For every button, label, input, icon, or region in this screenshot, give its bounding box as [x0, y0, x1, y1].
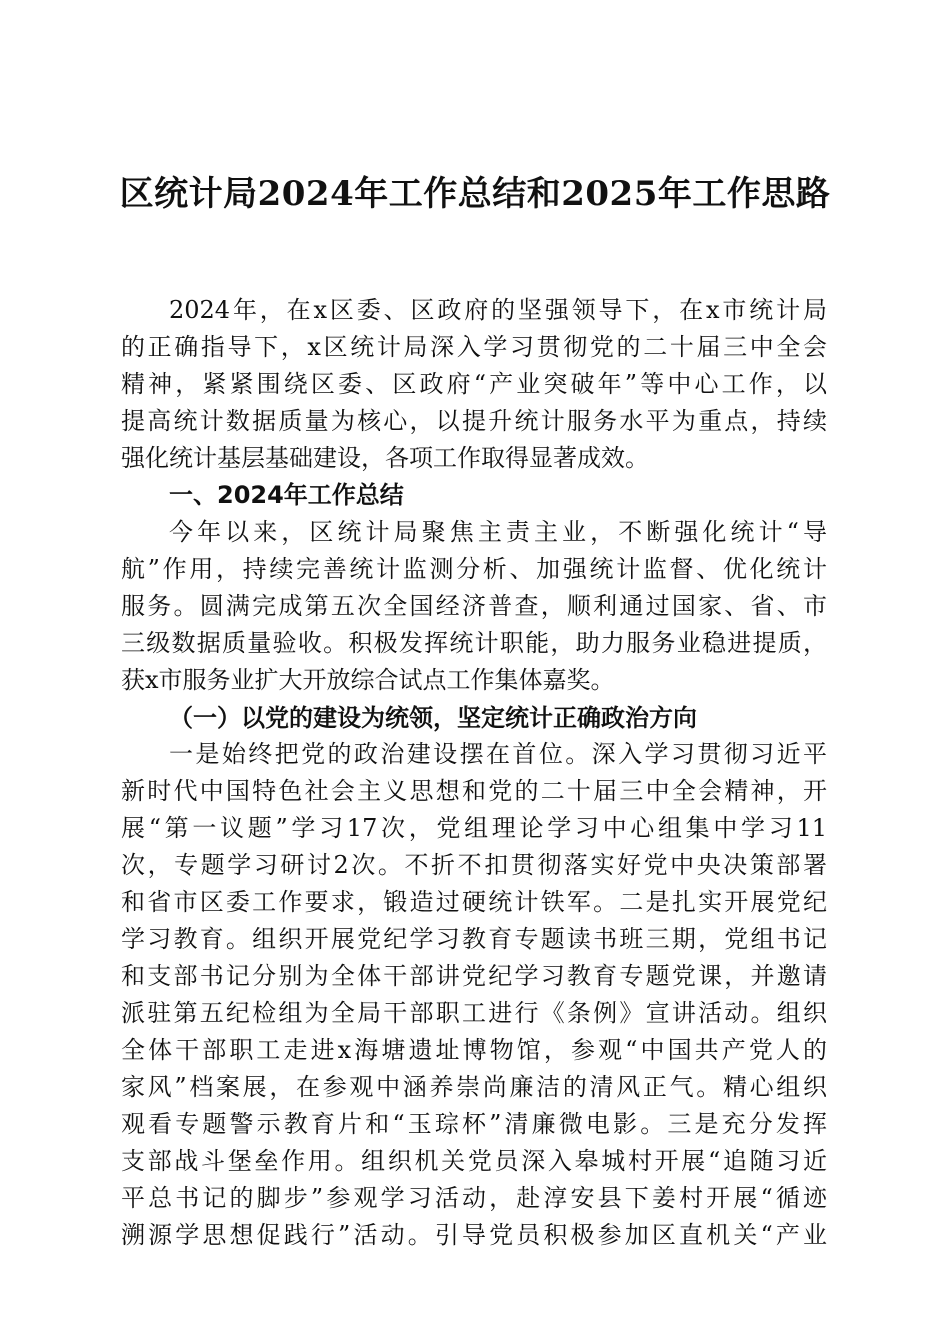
paragraph-party-line-5: 和省市区委工作要求，锻造过硬统计铁军。二是扎实开展党纪 [121, 888, 827, 916]
paragraph-party-line-11: 观看专题警示教育片和“玉琮杯”清廉微电影。三是充分发挥 [121, 1110, 827, 1138]
paragraph-summary-line-1: 今年以来，区统计局聚焦主责主业，不断强化统计“导 [169, 518, 827, 546]
paragraph-summary-line-3: 服务。圆满完成第五次全国经济普查，顺利通过国家、省、市 [121, 592, 827, 620]
paragraph-party-line-4: 次，专题学习研讨2次。不折不扣贯彻落实好党中央决策部署 [121, 851, 827, 879]
paragraph-party-line-14: 溯源学思想促践行”活动。引导党员积极参加区直机关“产业 [121, 1221, 827, 1249]
paragraph-party-line-12: 支部战斗堡垒作用。组织机关党员深入皋城村开展“追随习近 [121, 1147, 827, 1175]
paragraph-party-line-2: 新时代中国特色社会主义思想和党的二十届三中全会精神，开 [121, 777, 827, 805]
section-heading-1: 一、2024年工作总结 [169, 481, 404, 509]
paragraph-intro-line-5: 强化统计基层基础建设，各项工作取得显著成效。 [121, 444, 649, 472]
document-title: 区统计局2024年工作总结和2025年工作思路 [119, 174, 831, 214]
paragraph-party-line-1: 一是始终把党的政治建设摆在首位。深入学习贯彻习近平 [169, 740, 827, 768]
paragraph-summary-line-5: 获x市服务业扩大开放综合试点工作集体嘉奖。 [121, 666, 615, 694]
paragraph-intro-line-1: 2024年，在x区委、区政府的坚强领导下，在x市统计局 [169, 296, 827, 324]
paragraph-party-line-10: 家风”档案展，在参观中涵养崇尚廉洁的清风正气。精心组织 [121, 1073, 827, 1101]
paragraph-party-line-8: 派驻第五纪检组为全局干部职工进行《条例》宣讲活动。组织 [121, 999, 827, 1027]
paragraph-party-line-3: 展“第一议题”学习17次，党组理论学习中心组集中学习11 [121, 814, 827, 842]
subsection-heading-1: （一）以党的建设为统领，坚定统计正确政治方向 [169, 703, 697, 732]
document-body [121, 292, 827, 1254]
paragraph-party-line-6: 学习教育。组织开展党纪学习教育专题读书班三期，党组书记 [121, 925, 827, 953]
paragraph-intro-line-3: 精神，紧紧围绕区委、区政府“产业突破年”等中心工作，以 [121, 370, 827, 398]
paragraph-party-line-7: 和支部书记分别为全体干部讲党纪学习教育专题党课，并邀请 [121, 962, 827, 990]
paragraph-party-line-9: 全体干部职工走进x海塘遗址博物馆，参观“中国共产党人的 [121, 1036, 827, 1064]
paragraph-summary-line-2: 航”作用，持续完善统计监测分析、加强统计监督、优化统计 [121, 555, 827, 583]
paragraph-intro-line-4: 提高统计数据质量为核心，以提升统计服务水平为重点，持续 [121, 407, 827, 435]
paragraph-party-line-13: 平总书记的脚步”参观学习活动，赴淳安县下姜村开展“循迹 [121, 1184, 827, 1212]
paragraph-intro-line-2: 的正确指导下，x区统计局深入学习贯彻党的二十届三中全会 [121, 333, 827, 361]
paragraph-summary-line-4: 三级数据质量验收。积极发挥统计职能，助力服务业稳进提质， [121, 629, 827, 657]
